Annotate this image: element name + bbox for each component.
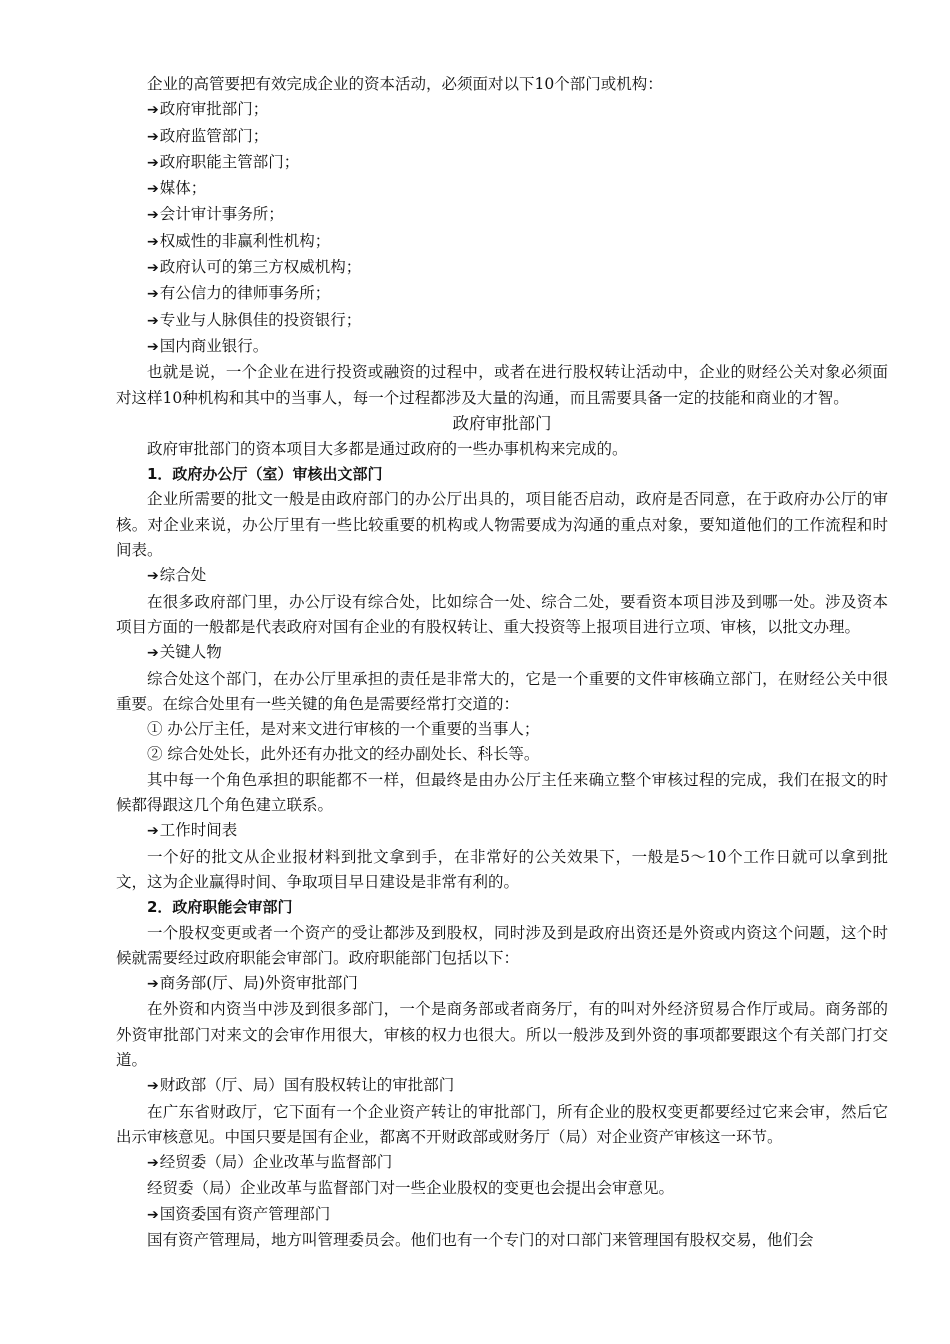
arrow-right-icon: ➔: [147, 260, 159, 277]
section-title: 政府审批部门: [452, 413, 552, 433]
paragraph: 在外资和内资当中涉及到很多部门，一个是商务部或者商务厅，有的叫对外经济贸易合作厅或局。商务部的外资审批部门对来文的会审作用很大，审核的权力也很大。所以一般涉及到外资的事项都要跟这个有关部门打交道。: [116, 1000, 888, 1069]
arrow-heading: ➔经贸委（局）企业改革与监督部门: [147, 1153, 393, 1172]
arrow-heading: ➔国资委国有资产管理部门: [147, 1204, 331, 1223]
arrow-right-icon: ➔: [147, 568, 159, 585]
arrow-heading: ➔综合处: [147, 566, 207, 585]
arrow-right-icon: ➔: [147, 312, 159, 329]
arrow-right-icon: ➔: [147, 154, 159, 171]
arrow-right-icon: ➔: [147, 181, 159, 198]
arrow-right-icon: ➔: [147, 1206, 159, 1223]
arrow-right-icon: ➔: [147, 976, 159, 993]
paragraph: 经贸委（局）企业改革与监督部门对一些企业股权的变更也会提出会审意见。: [147, 1179, 675, 1198]
paragraph: 国有资产管理局，地方叫管理委员会。他们也有一个专门的对口部门来管理国有股权交易，他们会: [147, 1231, 814, 1250]
arrow-heading: ➔财政部（厅、局）国有股权转让的审批部门: [147, 1076, 455, 1095]
subheading-2: 2．政府职能会审部门: [147, 898, 293, 917]
arrow-right-icon: ➔: [147, 128, 159, 145]
list-item: ➔政府监管部门；: [147, 126, 269, 145]
list-item: ➔政府认可的第三方权威机构；: [147, 258, 362, 277]
numbered-item: ① 办公厅主任，是对来文进行审核的一个重要的当事人；: [147, 720, 540, 739]
document-page: [116, 72, 888, 1253]
arrow-heading: ➔关键人物: [147, 643, 222, 662]
arrow-right-icon: ➔: [147, 338, 159, 355]
arrow-right-icon: ➔: [147, 207, 159, 224]
paragraph: 企业所需要的批文一般是由政府部门的办公厅出具的，项目能否启动，政府是否同意，在于政府办公厅的审核。对企业来说，办公厅里有一些比较重要的机构或人物需要成为沟通的重点对象，要知道他们的工作流程和时间表。: [116, 490, 888, 560]
list-item: ➔有公信力的律师事务所；: [147, 284, 331, 303]
arrow-heading: ➔工作时间表: [147, 821, 238, 840]
list-item: ➔会计审计事务所；: [147, 205, 284, 224]
section-intro: 政府审批部门的资本项目大多都是通过政府的一些办事机构来完成的。: [147, 439, 628, 458]
arrow-right-icon: ➔: [147, 1155, 159, 1172]
list-item: ➔权威性的非赢利性机构；: [147, 231, 331, 250]
list-item: ➔政府审批部门；: [147, 100, 269, 119]
numbered-item: ② 综合处处长，此外还有办批文的经办副处长、科长等。: [147, 745, 540, 764]
intro-paragraph: 企业的高管要把有效完成企业的资本活动，必须面对以下10个部门或机构：: [147, 75, 663, 93]
paragraph: 其中每一个角色承担的职能都不一样，但最终是由办公厅主任来确立整个审核过程的完成，我们在报文的时候都得跟这几个角色建立联系。: [116, 770, 888, 815]
paragraph: 一个股权变更或者一个资产的受让都涉及到股权，同时涉及到是政府出资还是外资或内资这个问题，这个时候就需要经过政府职能会审部门。政府职能部门包括以下：: [116, 923, 888, 967]
arrow-right-icon: ➔: [147, 1078, 159, 1095]
paragraph: 在很多政府部门里，办公厅设有综合处，比如综合一处、综合二处，要看资本项目涉及到哪一处。涉及资本项目方面的一般都是代表政府对国有企业的有股权转让、重大投资等上报项目进行立项、审核，以批文办理。: [116, 592, 888, 636]
arrow-right-icon: ➔: [147, 102, 159, 119]
summary-paragraph: 也就是说，一个企业在进行投资或融资的过程中，或者在进行股权转让活动中，企业的财经公关对象必须面对这样10种机构和其中的当事人，每一个过程都涉及大量的沟通，而且需要具备一定的技能和商业的才智。: [116, 363, 888, 407]
arrow-right-icon: ➔: [147, 823, 159, 840]
paragraph: 在广东省财政厅，它下面有一个企业资产转让的审批部门，所有企业的股权变更都要经过它来会审，然后它出示审核意见。中国只要是国有企业，都离不开财政部或财务厅（局）对企业资产审核这一环节。: [116, 1102, 888, 1146]
arrow-right-icon: ➔: [147, 233, 159, 250]
list-item: ➔媒体；: [147, 179, 207, 198]
list-item: ➔国内商业银行。: [147, 336, 269, 355]
list-item: ➔专业与人脉俱佳的投资银行；: [147, 310, 362, 329]
arrow-right-icon: ➔: [147, 645, 159, 662]
paragraph: 综合处这个部门，在办公厅里承担的责任是非常大的，它是一个重要的文件审核确立部门，在财经公关中很重要。在综合处里有一些关键的角色是需要经常打交道的：: [116, 669, 888, 713]
list-item: ➔政府职能主管部门；: [147, 152, 300, 171]
arrow-heading: ➔商务部(厅、局)外资审批部门: [147, 974, 358, 993]
paragraph: 一个好的批文从企业报材料到批文拿到手，在非常好的公关效果下，一般是5～10个工作日就可以拿到批文，这为企业赢得时间、争取项目早日建设是非常有利的。: [116, 847, 888, 891]
subheading-1: 1．政府办公厅（室）审核出文部门: [147, 465, 383, 484]
arrow-right-icon: ➔: [147, 286, 159, 303]
